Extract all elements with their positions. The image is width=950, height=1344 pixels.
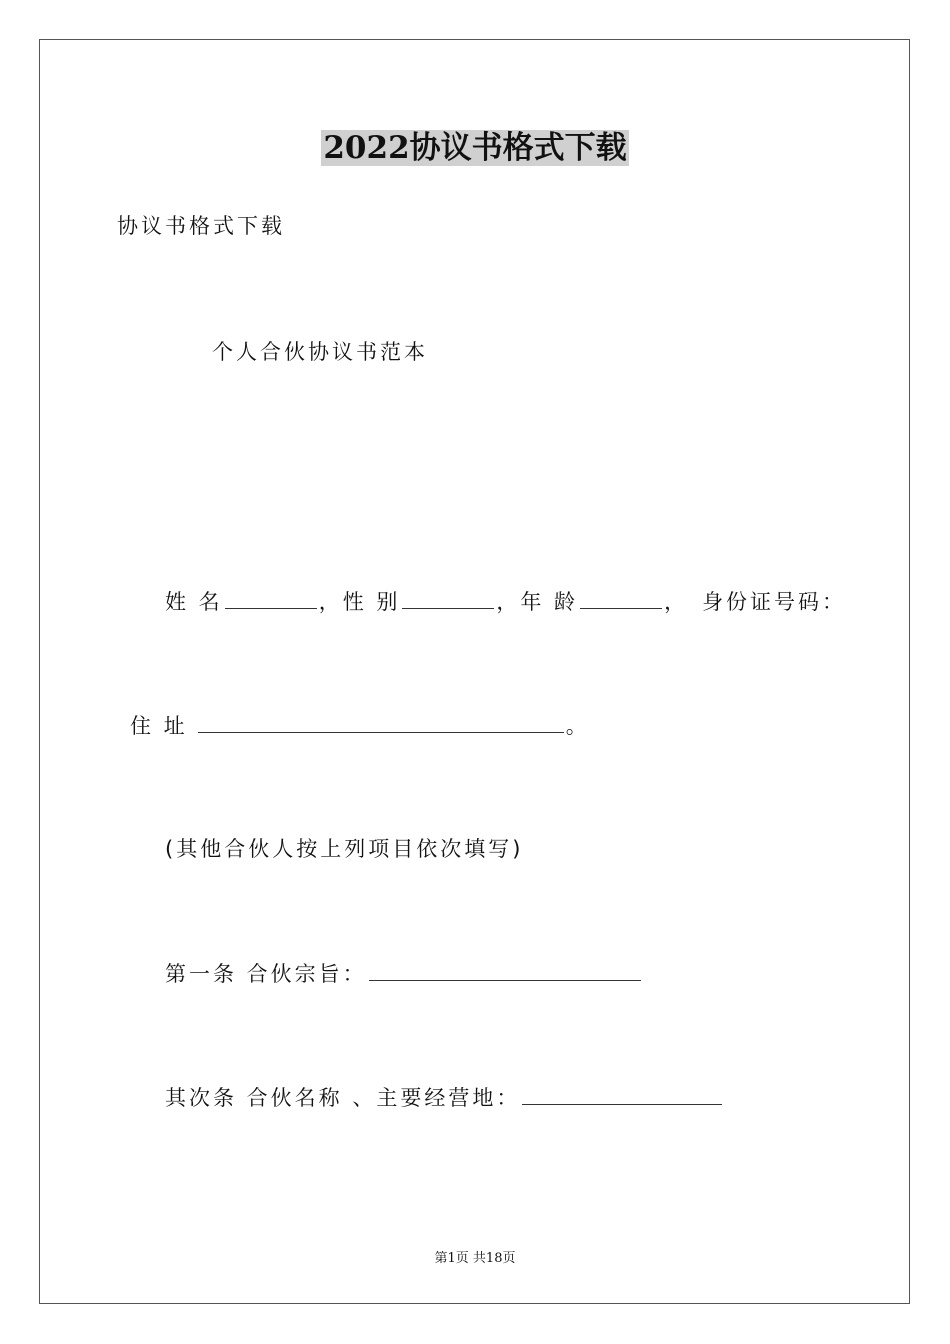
section-heading: 个人合伙协议书范本: [212, 340, 428, 364]
article-2-blank[interactable]: [522, 1084, 722, 1105]
article-1-label: 第一条 合伙宗旨：: [165, 962, 367, 986]
document-title: 2022协议书格式下载: [323, 130, 627, 166]
document-title-wrap: [0, 128, 950, 168]
fill-note: (其他合伙人按上列项目依次填写): [165, 837, 524, 861]
article-2-label: 其次条 合伙名称 、主要经营地：: [165, 1086, 521, 1110]
address-blank[interactable]: [198, 712, 564, 733]
gender-blank[interactable]: [402, 588, 494, 609]
page-footer: 第1页 共18页: [434, 1251, 516, 1266]
separator: ，: [496, 590, 521, 614]
article-1-line: [165, 958, 643, 988]
name-label: 姓 名: [165, 590, 223, 614]
article-2-line: [165, 1082, 724, 1112]
document-subtitle: 协议书格式下载: [117, 214, 285, 238]
party-info-line: [165, 586, 846, 616]
name-blank[interactable]: [225, 588, 317, 609]
address-label: 住 址: [130, 714, 188, 738]
article-1-blank[interactable]: [369, 960, 641, 981]
age-label: 年 龄: [520, 590, 579, 614]
separator: ，: [664, 590, 689, 614]
age-blank[interactable]: [580, 588, 662, 609]
id-label: 身份证号码：: [702, 590, 847, 614]
separator: ，: [318, 590, 343, 614]
address-end: 。: [565, 714, 590, 738]
address-line: [130, 710, 590, 740]
gender-label: 性 别: [342, 590, 401, 614]
